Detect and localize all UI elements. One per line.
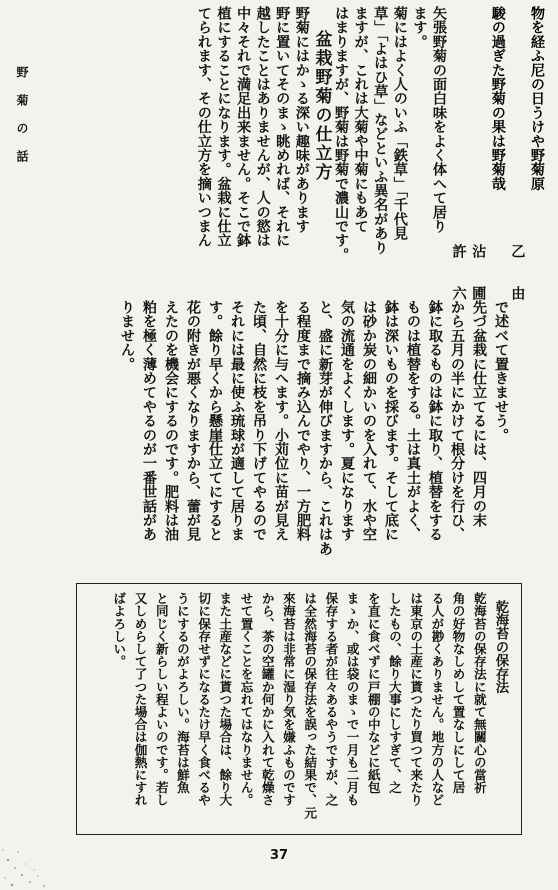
body-line: と、盛に新芽が伸びますから、これはあ xyxy=(317,300,333,556)
boxed-article-text xyxy=(108,592,511,826)
body-line: を十分に与へます。小苅位に苗が見え xyxy=(273,300,289,542)
body-line: 矢張野菊の面白味をよく体へて居り xyxy=(431,6,448,234)
intro-line: 駿の過ぎた野菊の果は野菊哉 xyxy=(489,6,506,191)
body-line: 菊にはよく人のいふ「鉄草」「千代見 xyxy=(391,6,408,241)
byline: 許 六 xyxy=(450,243,467,306)
boxed-article xyxy=(76,583,522,835)
boxed-line: と同じく新らしい程よいのです。若し xyxy=(153,592,169,807)
boxed-line: 保存する者が往々あるやうですが、之 xyxy=(323,592,339,807)
boxed-line: したもの、餘り大事にしすぎて、之 xyxy=(386,592,402,794)
body-line: それには最に使ふ琉球が適して居りま xyxy=(229,300,245,542)
body-line: はまりますが、野菊は野菊で濃山です。 xyxy=(333,6,350,262)
print-speckle xyxy=(0,790,70,890)
section-line: 植にすることになります。盆栽に仕立 xyxy=(215,6,232,248)
body-line: 鉢は深いものを採びます。そして底に xyxy=(383,300,399,542)
section-line: 中々それで満足出来ません。そこで鉢 xyxy=(235,6,252,248)
boxed-line: 來海苔は非常に湿り気を嫌ふものです xyxy=(280,592,296,807)
boxed-line: から、茶の空罐か何かに入れて乾燥さ xyxy=(259,592,275,807)
boxed-line: まゝか、或は袋のまゝで一月も二月も xyxy=(344,592,360,807)
boxed-line: る人が尠くありません。地方の人など xyxy=(429,592,445,807)
body-line: ものは植替をする。土は真土がよく、 xyxy=(405,300,421,542)
intro-line: 物を経ふ尼の日うけや野菊原 xyxy=(529,6,545,191)
running-head: 野菊の話 xyxy=(15,66,29,178)
body-line: 気の流通をよくします。夏になります xyxy=(339,300,355,542)
boxed-line: 切に保存せずになるたけ早く食べるや xyxy=(196,592,212,807)
section-title: 盆栽野菊の仕立方 xyxy=(311,30,332,182)
page-number: 37 xyxy=(270,848,289,863)
body-line: 粕を極く薄めてやるのが一番世話があ xyxy=(141,300,157,542)
body-line: えたのを機会にするのです。肥料は油 xyxy=(163,300,179,542)
section-line: 越したことはありませんが、人の慾は xyxy=(254,6,271,248)
body-line: から五月の半にかけて根分けを行ひ、 xyxy=(449,300,465,542)
boxed-article-title: 乾海苔の保存法 xyxy=(493,600,509,694)
top-text-block xyxy=(193,6,546,306)
body-line: す。餘り早くから懸崖仕立てにすると xyxy=(207,300,223,542)
byline: 乙 由 xyxy=(509,243,526,306)
boxed-line: ばよろしい。 xyxy=(111,592,127,668)
boxed-line: は東京の土産に貰つたり買つて来たり xyxy=(408,592,424,807)
boxed-line: せて置くことを忘れてはなりません。 xyxy=(238,592,254,807)
section-line: 野に置いてそのまゝ眺めれば、それに xyxy=(274,6,291,248)
section-line: てられます、その仕立方を摘いつまん xyxy=(195,6,212,248)
body-line: 草」「よはひ草」などといふ異名があり xyxy=(372,6,389,255)
boxed-line: を直に食べずに戸棚の中などに紙包 xyxy=(365,592,381,794)
body-line: 花の附きが悪くなりますから、蕾が見 xyxy=(185,300,201,542)
boxed-line: また土産などに貰つた場合は、餘り大 xyxy=(217,592,233,807)
body-line: で述べて置きませう。 xyxy=(493,300,509,442)
body-line: 先づ盆栽に仕立てるには、四月の末 xyxy=(471,300,487,528)
boxed-line: は全然海苔の保存法を誤った結果で、元 xyxy=(302,592,318,819)
section-line: 野菊にはかゝる深い趣味があります xyxy=(293,6,310,234)
body-line: りません。 xyxy=(119,300,135,371)
body-line: る程度まで摘み込んでやり、一方肥料 xyxy=(295,300,311,542)
byline: 沾 圃 xyxy=(470,243,487,306)
boxed-line: 乾海苔の保存法に就て無關心の當祈 xyxy=(471,592,487,794)
boxed-line: 又しめらして了つた場合は伽熱にすれ xyxy=(132,592,148,807)
body-line: ますが、これは大菊や中菊にもあて xyxy=(352,6,369,234)
body-line: た頃、自然に枝を吊り下げてやるので xyxy=(251,300,267,542)
boxed-line: 角の好物なしめして置なしにして居 xyxy=(450,592,466,794)
bottom-text-block xyxy=(116,300,512,576)
body-line: は砂か炭の細かいのを入れて、水や空 xyxy=(361,300,377,542)
body-line: 鉢に取るものは鉢に取り、植替をする xyxy=(427,300,443,542)
body-line: ます。 xyxy=(411,6,428,49)
boxed-line: うにするのがよろしい。海苔は鮮魚 xyxy=(174,592,190,794)
